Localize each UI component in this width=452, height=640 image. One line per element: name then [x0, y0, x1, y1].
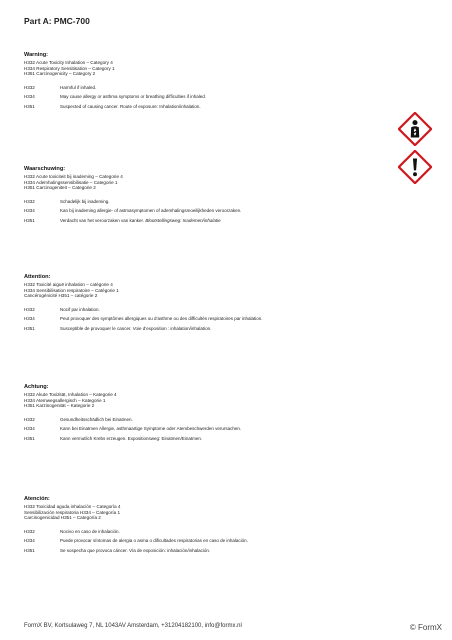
- hazard-class-line: H334 Sensibilisation respiratoire – Catégorie 1: [24, 287, 119, 293]
- hazard-text: Kann vermutlich Krebs erzeugen. Expositionsweg: Einatmen/Einatmen.: [60, 435, 203, 441]
- hazard-text: May cause allergy or asthma symptoms or breathing difficulties if inhaled.: [60, 94, 206, 100]
- hazard-statement: [24, 426, 404, 432]
- hazard-statement: [24, 529, 404, 535]
- hazard-code: H332: [24, 528, 35, 534]
- hazard-statement: [24, 326, 404, 332]
- hazard-code: H334: [24, 208, 35, 214]
- page-title: Part A: PMC-700: [24, 16, 90, 26]
- health-hazard-icon: [398, 112, 432, 146]
- hazard-statement: [24, 417, 404, 423]
- hazard-code: H332: [24, 198, 35, 204]
- hazard-class-line: H334 Atemwegsallergisch – Kategorie 1: [24, 397, 106, 403]
- hazard-statement: [24, 436, 404, 442]
- hazard-statement: [24, 208, 404, 214]
- section-english: [24, 52, 404, 113]
- hazard-text: Schadelijk bij inademing.: [60, 198, 110, 204]
- hazard-text: Gesundheitsschädlich bei Einatmen.: [60, 416, 133, 422]
- section-dutch: [24, 166, 404, 227]
- section-heading: Achtung:: [24, 384, 49, 390]
- hazard-statement: [24, 85, 404, 91]
- section-german: [24, 384, 404, 445]
- hazard-code: H334: [24, 426, 35, 432]
- hazard-class-line: H332 Acute toxiciteit bij inademing – Categorie 4: [24, 174, 123, 179]
- hazard-class-line: H334 Respiratory Sensitisation – Category 1: [24, 65, 115, 71]
- hazard-statement: [24, 94, 404, 100]
- hazard-text: Suspected of causing cancer. Route of exposure: Inhalation/inhalation.: [60, 103, 201, 109]
- hazard-text: Susceptible de provoquer le cancer. Voie d’exposition : inhalation/inhalation.: [60, 325, 212, 331]
- hazard-code: H332: [24, 416, 35, 422]
- hazard-class-line: H334 Ademhalingssensibilisatie – Categorie 1: [24, 179, 118, 185]
- section-heading: Warning:: [24, 52, 49, 58]
- hazard-code: H334: [24, 538, 35, 544]
- hazard-class-line: Cancérogénicité H351 – catégorie 2: [24, 293, 98, 299]
- hazard-class-line: Sensibilización respiratoria H334 – Categoría 1: [24, 509, 121, 515]
- hazard-text: Verdacht van het veroorzaken van kanker.: [60, 217, 145, 223]
- hazard-code: H332: [24, 84, 35, 90]
- hazard-code: H351: [24, 325, 35, 331]
- hazard-code: H334: [24, 94, 35, 100]
- hazard-class-line: Carcinogenicidad H351 – Categoría 2: [24, 515, 101, 521]
- hazard-text: Kann bei Einatmen Allergie, asthmaartige Symptome oder Atembeschwerden verursachen.: [60, 426, 242, 432]
- section-spanish: [24, 496, 404, 557]
- hazard-text-route: Blootstellingsweg: Inademen/inhalatie: [145, 217, 221, 223]
- hazard-statement: [24, 538, 404, 544]
- section-heading: Waarschuwing:: [24, 166, 66, 172]
- hazard-class-line: H332 Acute Toxicity Inhalation – Category 4: [24, 60, 113, 65]
- hazard-statement: [24, 307, 404, 313]
- hazard-class-line: H332 Toxicidad aguda inhalación – Categoría 4: [24, 504, 121, 509]
- section-french: [24, 274, 404, 335]
- section-heading: Attention:: [24, 274, 51, 280]
- hazard-statement: [24, 218, 404, 224]
- hazard-text: Harmful if inhaled.: [60, 84, 97, 90]
- hazard-statement: [24, 104, 404, 110]
- hazard-class-line: H351 Karzinogenität – Kategorie 2: [24, 403, 95, 409]
- exclamation-mark-icon: [398, 150, 432, 184]
- hazard-class-line: H351 Carcinogeniteit – Categorie 2: [24, 185, 96, 191]
- hazard-class-line: H332 Toxicité aiguë inhalation – catégorie 4: [24, 282, 113, 287]
- hazard-class-line: H332 Akute Toxizität, Inhalation – Kategorie 4: [24, 392, 117, 397]
- hazard-code: H332: [24, 306, 35, 312]
- hazard-text: Se sospecha que provoca cáncer. Vía de exposición: inhalación/inhalación.: [60, 547, 211, 553]
- hazard-statement: [24, 316, 404, 322]
- hazard-text: Peut provoquer des symptômes allergiques ou d’asthme ou des difficultés respiratoires par inhalation.: [60, 316, 263, 322]
- hazard-class-line: H351 Carcinogenicity – Category 2: [24, 71, 96, 77]
- hazard-code: H351: [24, 547, 35, 553]
- hazard-text: Puede provocar síntomas de alergia o asma o dificultades respiratorias en caso de inhalación.: [60, 538, 248, 544]
- hazard-code: H351: [24, 103, 35, 109]
- footer-address: FormX BV, Kortsulaweg 7, NL 1043AV Amsterdam, +31204182100, info@formx.nl: [24, 623, 242, 629]
- hazard-statement: [24, 199, 404, 205]
- hazard-code: H334: [24, 316, 35, 322]
- section-heading: Atención:: [24, 496, 50, 502]
- hazard-text: Nocivo en caso de inhalación.: [60, 528, 120, 534]
- hazard-text: Nocif par inhalation.: [60, 306, 100, 312]
- hazard-code: H351: [24, 435, 35, 441]
- brand-logo: © FormX: [409, 623, 442, 632]
- hazard-statement: [24, 548, 404, 554]
- hazard-code: H351: [24, 217, 35, 223]
- hazard-text: Kan bij inademing allergie- of astmasymptomen of ademhalingsmoeilijkheden veroorzaken.: [60, 208, 242, 214]
